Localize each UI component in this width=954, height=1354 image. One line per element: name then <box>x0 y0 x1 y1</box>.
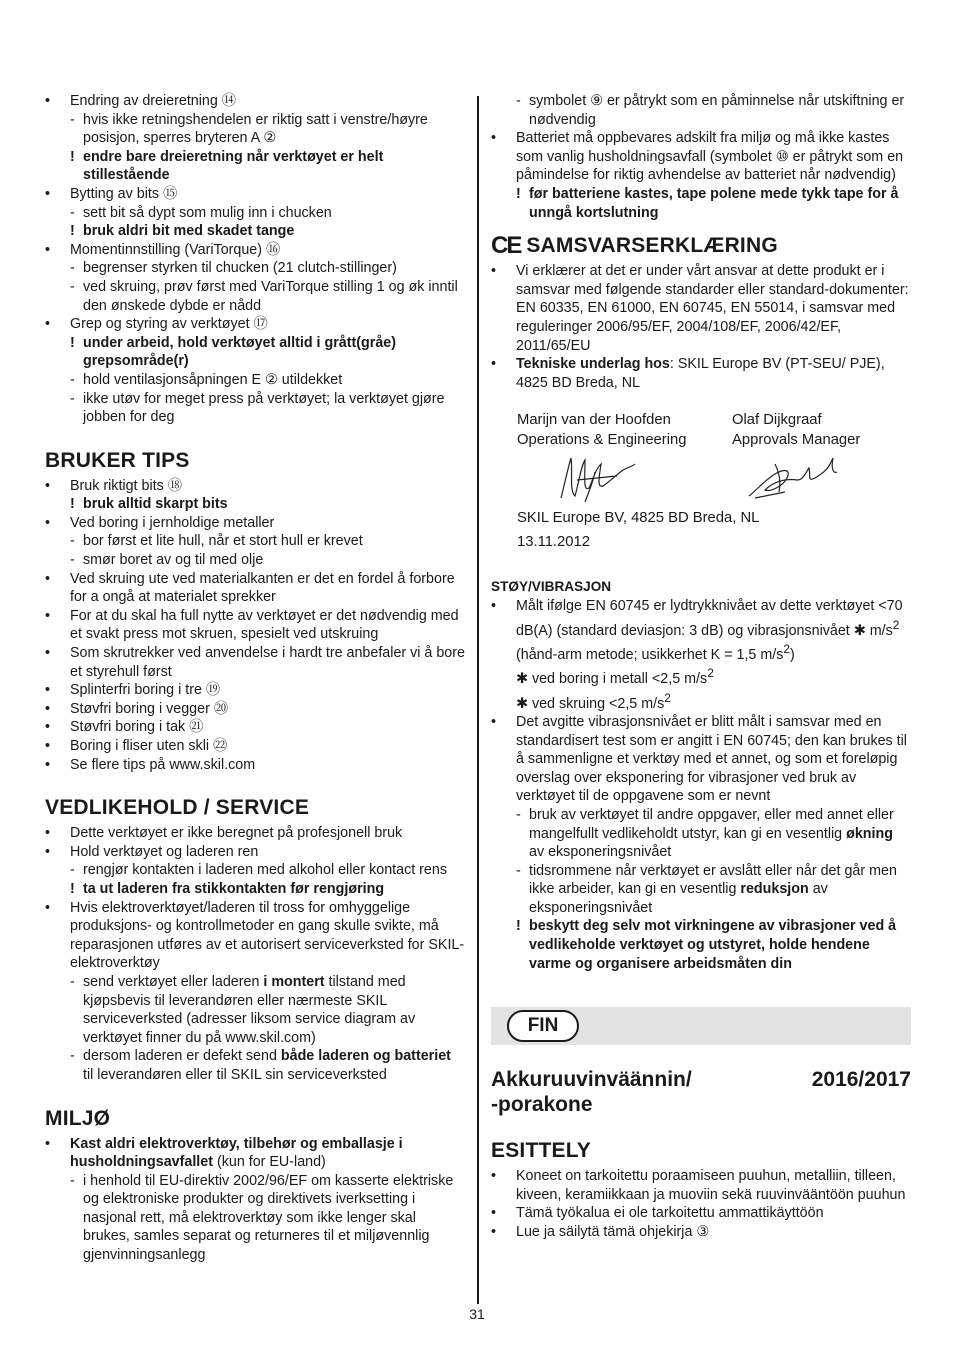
list-item-text: begrenser styrken til chucken (21 clutch-stillinger) <box>83 260 397 277</box>
list-item <box>45 756 465 775</box>
bullet-mark: • <box>45 756 51 773</box>
left-column <box>45 92 465 1265</box>
conformity-heading <box>491 234 911 258</box>
bullet-mark: • <box>45 825 51 842</box>
list-item <box>45 315 465 334</box>
list-item <box>45 390 465 427</box>
technical-file-item: • Tekniske underlag hos: SKIL Europe BV (PT-SEU/ PJE), 4825 BD Breda, NL <box>491 356 885 391</box>
list-item-text: symbolet ⑨ er påtrykt som en påminnelse når utskiftning er nødvendig <box>529 93 905 128</box>
list-item-text: bruk alltid skarpt bits <box>83 496 228 513</box>
dash-mark: - <box>516 93 521 109</box>
list-item-text: rengjør kontakten i laderen med alkohol eller kontact rens <box>83 862 447 879</box>
list-item-text: Bruk riktigt bits ⑱ <box>70 477 183 494</box>
list-item-text: ta ut laderen fra stikkontakten før rengjøring <box>83 880 385 897</box>
list-item-text: Lue ja säilytä tämä ohjekirja ③ <box>516 1224 710 1241</box>
list-item <box>45 644 465 681</box>
bullet-mark: • <box>491 1205 497 1222</box>
page-number: 31 <box>469 1306 485 1322</box>
list-item <box>45 259 465 278</box>
vibration-reduction-item: - tidsrommene når verktøyet er avslått eller når det går men ikke arbeider, kan gi en vesentlig reduksjon av eksponeringsnivået <box>516 862 897 916</box>
warning-mark: ! <box>70 880 75 897</box>
list-item <box>45 371 465 390</box>
list-item-text: Støvfri boring i vegger ⑳ <box>70 700 229 717</box>
bullet-mark: • <box>45 738 51 754</box>
language-badge: FIN <box>507 1010 579 1042</box>
list-item <box>45 92 465 111</box>
list-item <box>45 204 465 223</box>
list-item-text: bruk aldri bit med skadet tange <box>83 223 295 240</box>
list-item <box>491 185 911 222</box>
list-item <box>491 92 911 129</box>
dash-mark: - <box>70 204 75 221</box>
dash-mark: - <box>70 371 75 388</box>
list-item-text: under arbeid, hold verktøyet alltid i grått(gråe) grepsområde(r) <box>83 334 396 370</box>
bullet-mark: • <box>45 477 51 494</box>
dash-mark: - <box>70 552 75 569</box>
bullet-mark: • <box>45 682 51 699</box>
bullet-mark: • <box>491 1168 497 1185</box>
list-item-text: Dette verktøyet er ikke beregnet på profesjonell bruk <box>70 825 403 842</box>
list-item <box>45 111 465 148</box>
vibration-warning: ! beskytt deg selv mot virkningene av vibrasjoner ved å vedlikeholde verktøyet og utstyret, holde hendene varme og organisere arbeidsmåten din <box>516 918 897 972</box>
list-item <box>45 514 465 533</box>
bullet-mark: • <box>45 316 51 333</box>
bullet-mark: • <box>45 570 51 587</box>
list-item <box>45 185 465 204</box>
environment-item: • Kast aldri elektroverktøy, tilbehør og emballasje i husholdningsavfallet (kun for EU-land) <box>45 1135 403 1171</box>
bullet-mark: • <box>45 899 51 916</box>
list-item <box>45 843 465 862</box>
list-item <box>45 148 465 185</box>
list-item-text: For at du skal ha full nytte av verktøyet er det nødvendig med et svakt press mot skruen, spesielt ved utskruing <box>70 607 459 643</box>
dash-mark: - <box>70 260 75 277</box>
list-item-text: Splinterfri boring i tre ⑲ <box>70 682 221 699</box>
list-item-text: Momentinnstilling (VariTorque) ⑯ <box>70 241 281 258</box>
dash-mark: - <box>70 533 75 550</box>
list-item <box>45 334 465 371</box>
signatory-2 <box>732 410 860 450</box>
list-item <box>491 129 911 185</box>
list-item-text: Ved boring i jernholdige metaller <box>70 514 275 531</box>
tips-list <box>45 477 465 775</box>
signatory-1-role: Operations & Engineering <box>517 432 687 449</box>
list-item-text: Grep og styring av verktøyet ⑰ <box>70 316 268 333</box>
service-list <box>45 824 465 973</box>
list-item <box>45 899 465 973</box>
dash-mark: - <box>70 862 75 879</box>
bullet-mark: • <box>45 700 51 717</box>
noise-screwing-value: ✱ ved skruing <2,5 $m/s^2$ <box>516 690 671 712</box>
list-item <box>45 570 465 607</box>
environment-sub-item: - i henhold til EU-direktiv 2002/96/EF om kasserte elektriske og elektroniske produkter og direktivets iverksetting i nasjonal rett, må elektroverktøy som ikke lenger skal brukes, samles separat og returneres til et miljøvennlig gjenvinningsanlegg <box>70 1172 454 1264</box>
environment-continued-list <box>491 92 911 222</box>
signature-date: 13.11.2012 <box>517 534 590 551</box>
dash-mark: - <box>70 111 75 128</box>
column-divider <box>477 96 479 1304</box>
list-item-text: Hvis elektroverktøyet/laderen til tross for omhyggelige produksjons- og kontrollmetoder en gang skulle svikte, må reparasjonen utføres av et autorisert serviceverksted for SKIL-elektroverktøy <box>70 899 465 972</box>
service-send-item: - send verktøyet eller laderen i montert tilstand med kjøpsbevis til leverandøren eller nærmeste SKIL serviceverksted (adresser liksom service diagram av verktøyet finner du på www.skil.com) <box>70 973 416 1046</box>
bullet-mark: • <box>45 241 51 258</box>
warning-mark: ! <box>70 148 75 165</box>
vibration-paragraph: • Det avgitte vibrasjonsnivået er blitt målt i samsvar med en standardisert test som er angitt i EN 60745; den kan brukes til å sammenligne et verktøy med et annet, og som et foreløpig overslag over eksponering for vibrasjoner ved bruk av verktøyet til de oppgavene som er nevnt <box>491 713 907 805</box>
list-item-text: sett bit så dypt som mulig inn i chucken <box>83 204 332 221</box>
bullet-mark: • <box>491 130 497 147</box>
bullet-mark: • <box>45 843 51 860</box>
list-item-text: Koneet on tarkoitettu poraamiseen puuhun, metalliin, tilleen, kiveen, keramiikkaan ja muoviin sekä ruuvinvääntöön puuhun <box>516 1168 906 1203</box>
dash-mark: - <box>70 278 75 295</box>
list-item-text: bor først et lite hull, når et stort hull er krevet <box>83 533 363 550</box>
fin-title-line-1: Akkuruuvinväännin/ <box>491 1068 692 1092</box>
signature-2-image <box>745 452 841 504</box>
conformity-heading-text: SAMSVARSERKLÆRING <box>526 234 778 258</box>
list-item-text: hvis ikke retningshendelen er riktig satt i venstre/høyre posisjon, sperres bryteren A ② <box>83 111 428 147</box>
list-item-text: Batteriet må oppbevares adskilt fra miljø og må ikke kastes som vanlig husholdningsavfall (symbolet ⑩ er påtrykt som en påmindelse for riktig avhendelse av batteriet når nødvendig) <box>516 130 904 184</box>
bullet-mark: • <box>45 719 51 736</box>
list-item <box>45 607 465 644</box>
bullet-mark: • <box>45 514 51 531</box>
list-item <box>45 495 465 514</box>
list-item-text: Støvfri boring i tak ㉑ <box>70 719 204 736</box>
signature-block <box>491 398 911 568</box>
service-heading: VEDLIKEHOLD / SERVICE <box>45 796 310 820</box>
fin-title-line-2: -porakone <box>491 1093 593 1117</box>
list-item-text: Bytting av bits ⑮ <box>70 185 178 202</box>
signatory-1-name: Marijn van der Hoofden <box>517 412 671 429</box>
signatory-1 <box>517 410 686 450</box>
list-item-text: Boring i fliser uten skli ㉒ <box>70 738 228 754</box>
warning-mark: ! <box>516 185 521 202</box>
noise-heading: STØY/VIBRASJON <box>491 579 612 595</box>
vibration-increase-item: - bruk av verktøyet til andre oppgaver, eller med annet eller mangelfullt vedlikeholdt utstyr, kan gi en vesentlig økning av eksponeringsnivået <box>516 806 894 861</box>
fin-intro-heading: ESITTELY <box>491 1139 592 1163</box>
right-column <box>491 92 911 1242</box>
fin-intro-list <box>491 1167 911 1241</box>
list-item <box>45 532 465 551</box>
list-item-text: smør boret av og til med olje <box>83 552 264 569</box>
list-item <box>45 278 465 315</box>
list-item-text: Hold verktøyet og laderen ren <box>70 843 259 860</box>
language-bar <box>491 1007 911 1045</box>
list-item <box>491 1167 911 1204</box>
list-item <box>45 824 465 843</box>
bullet-mark: • <box>45 93 51 109</box>
signatory-2-name: Olaf Dijkgraaf <box>732 412 822 429</box>
bullet-mark: • <box>45 185 51 202</box>
signature-company: SKIL Europe BV, 4825 BD Breda, NL <box>517 510 760 527</box>
list-item-text: Tämä työkalua ei ole tarkoitettu ammattikäyttöön <box>516 1205 824 1222</box>
warning-mark: ! <box>70 334 75 351</box>
dash-mark: - <box>70 390 75 407</box>
list-item <box>45 737 465 756</box>
list-item <box>45 861 465 880</box>
signature-1-image <box>555 452 639 504</box>
list-item <box>45 551 465 570</box>
list-item-text: hold ventilasjonsåpningen E ② utildekket <box>83 371 343 388</box>
noise-measurement-item: • Målt ifølge EN 60745 er lydtrykknivået av dette verktøyet <70 dB(A) (standard deviasjon: 3 dB) og vibrasjonsnivået ✱ $m/s^2$ (hånd-arm metode; usikkerhet K = 1,5 $m/s^2$) ✱ ved boring i metall <2,5 $m/s^2$ ✱ ved skruing <2,5 $m/s^2$ <box>491 597 911 713</box>
list-item <box>45 681 465 700</box>
list-item-text: ved skruing, prøv først med VariTorque stilling 1 og øk inntil den ønskede dybde er nådd <box>83 278 458 314</box>
warning-mark: ! <box>70 223 75 240</box>
list-item <box>45 700 465 719</box>
fin-title <box>491 1067 911 1117</box>
conformity-item: • Vi erklærer at det er under vårt ansvar at dette produkt er i samsvar med følgende standarder eller standard-dokumenter: EN 60335, EN 61000, EN 60745, EN 55014, i samsvar med reguleringer 2006/95/EF, 2004/108/EF, 2006/42/EF, 2011/65/EU <box>491 263 909 354</box>
list-item <box>491 1204 911 1223</box>
bullet-mark: • <box>45 645 51 662</box>
list-item-text: Se flere tips på www.skil.com <box>70 756 256 773</box>
list-item <box>45 718 465 737</box>
ce-mark-icon: CE <box>491 232 521 260</box>
list-item <box>45 241 465 260</box>
list-item-text: Ved skruing ute ved materialkanten er det en fordel å forbore for a ongå at materialet sprekker <box>70 570 455 606</box>
environment-heading: MILJØ <box>45 1106 111 1130</box>
list-item <box>45 880 465 899</box>
list-item-text: Endring av dreieretning ⑭ <box>70 93 237 109</box>
list-item-text: før batteriene kastes, tape polene mede tykk tape for å unngå kortslutning <box>529 185 899 221</box>
list-item <box>491 1223 911 1242</box>
list-item-text: endre bare dreieretning når verktøyet er helt stillestående <box>83 148 384 184</box>
noise-drilling-value: ✱ ved boring i metall <2,5 $m/s^2$ <box>516 666 714 687</box>
bullet-mark: • <box>491 1224 497 1241</box>
tips-heading: BRUKER TIPS <box>45 448 190 472</box>
list-item-text: ikke utøv for meget press på verktøyet; la verktøyet gjøre jobben for deg <box>83 390 445 426</box>
warning-mark: ! <box>70 496 75 513</box>
service-defect-item: - dersom laderen er defekt send både laderen og batteriet til leverandøren eller til SKIL sin serviceverksted <box>70 1048 451 1083</box>
list-item-text: Som skrutrekker ved anvendelse i hardt tre anbefaler vi å bore et styrehull først <box>70 645 465 680</box>
intro-list <box>45 92 465 427</box>
list-item <box>45 222 465 241</box>
bullet-mark: • <box>45 607 51 624</box>
fin-model-number: 2016/2017 <box>811 1068 911 1092</box>
list-item <box>45 477 465 496</box>
signatory-2-role: Approvals Manager <box>732 432 861 449</box>
